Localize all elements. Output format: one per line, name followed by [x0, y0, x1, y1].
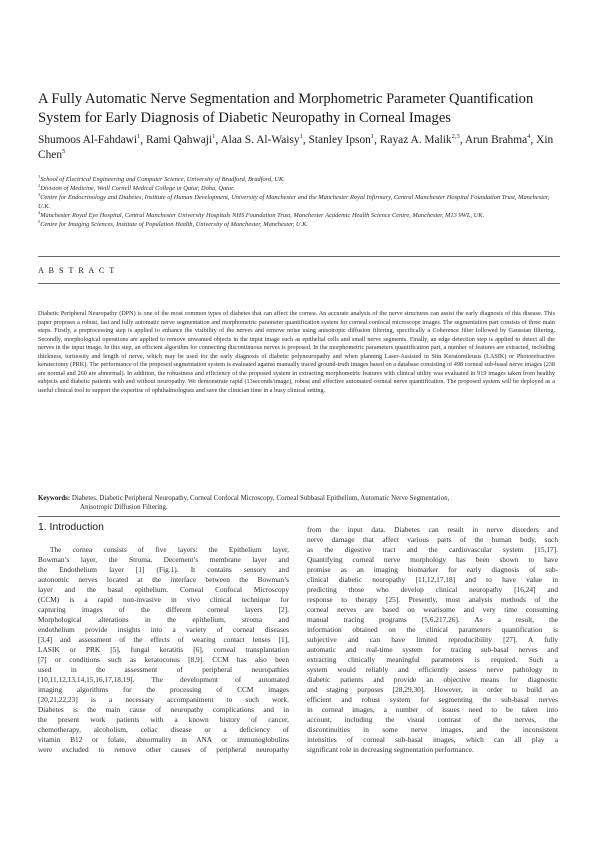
text-line: clinical diabetic neuropathy [11,12,17,18] and to have value in: [307, 575, 558, 585]
affiliation-mark: 5: [38, 218, 41, 224]
text-line: manual tracing programs [5,6,217,26]. As a result, the: [307, 615, 558, 625]
text-line: nerve damage that affect various parts of the human body, such: [307, 535, 558, 545]
text-line: endothelium provide insights into a variety of corneal diseases: [38, 625, 289, 635]
text-line: automatic and real-time system for tracing sub-basal nerves and: [307, 645, 558, 655]
author-name: Stanley Ipson: [308, 134, 371, 146]
text-line: [10,11,12,13,14,15,16,17,18,19]. The development of automated: [38, 675, 289, 685]
text-line: in corneal images, a number of issues need to be taken into: [307, 705, 558, 715]
author-affiliation-mark: 1: [299, 133, 303, 140]
intro-right-column: [307, 525, 558, 755]
affiliation-mark: 4: [38, 209, 41, 215]
text-line: layer and the basal epithelium. Corneal Confocal Microscopy: [38, 585, 289, 595]
text-line: discontinuities in some nerve images, and the inconsistent: [307, 725, 558, 735]
text-line: promise as an imaging biomarker for early diagnosis of sub-: [307, 565, 558, 575]
text-line: account, including the visual contrast of the nerves, the: [307, 715, 558, 725]
text-line: [20,21,22,23] is a necessary accompaniment to such work.: [38, 695, 289, 705]
text-line: (CCM) is a rapid non-invasive in vivo clinical technique for: [38, 595, 289, 605]
text-line: the Endothelium layer [1] (Fig.1). It contains sensory and: [38, 565, 289, 575]
abstract-text: Diabetic Peripheral Neuropathy (DPN) is one of the most common types of diabetes that can affect the cornea. An accurate analysis of the nerve structures can assist the early diagnosis of this disease. This paper proposes a robust, fast and fully automatic nerve segmentation and morphometric parameter quantification system for corneal confocal microscope images. The segmentation part consists of three main steps. Firstly, a preprocessing step is applied to enhance the visibility of the nerves and remove noise using anisotropic diffusion filtering, specifically a Coherence filter followed by Gaussian filtering. Secondly, morphological operations are applied to remove unwanted objects in the input image such as epithelial cells and small nerve segments. Finally, an edge detection step is applied to detect all the nerves in the input image. In this step, an efficient algorithm for connecting discontinuous nerves is proposed. In the morphometric parameters quantification part, a number of features are extracted, including thickness, tortuosity and length of nerve, which may be used for the early diagnosis of diabetic polyneuropathy and when planning Laser-Assisted in Situ Keratomileusis (LASIK) or Photorefractive keratectomy (PRK). The performance of the proposed segmentation system is evaluated against manually traced ground-truth images based on a database consisting of 498 corneal sub-basal nerve images (238 are normal and 260 are abnormal). In addition, the robustness and efficiency of the proposed system in extracting morphometric features with clinical utility was evaluated in 919 images taken from healthy subjects and diabetic patients with and without neuropathy. We demonstrate rapid (13seconds/image), robust and effective automated corneal nerve quantification. The proposed system will be deployed as a useful clinical tool to support the expertise of ophthalmologists and save the clinician time in a busy clinical setting.: [38, 310, 555, 394]
author-name: Xin Chen: [38, 134, 554, 161]
author-name: Arun Brahma: [464, 134, 528, 146]
author: [38, 134, 140, 146]
text-line: corneal nerves are based on wearisome and very time consuming: [307, 605, 558, 615]
text-line: Diabetes is the main cause of neuropathy complications and in: [38, 705, 289, 715]
author-name: Shumoos Al-Fahdawi: [38, 134, 138, 146]
author: [146, 134, 215, 146]
text-line: Morphological alterations in the epithelium, stroma and: [38, 615, 289, 625]
affiliation: [38, 218, 560, 230]
text-line: The cornea consists of five layers: the Epithelium layer,: [50, 545, 289, 554]
affiliation-text: School of Electrical Engineering and Computer Science, University of Bradford, Bradford, UK.: [40, 176, 285, 183]
text-line: [7] or conditions such as keratoconus [8,9]. CCM has also been: [38, 655, 289, 665]
affiliation-mark: 2: [38, 182, 41, 188]
text-line: LASIK or PRK [5], fungal keratitis [6], corneal transplantation: [38, 645, 289, 655]
keywords-line-1: [38, 494, 560, 503]
text-line: and staging purposes [28,29,30]. However, in order to build an: [307, 685, 558, 695]
affiliation: [38, 182, 560, 194]
text-line: Bowman’s layer, the Stroma, Decement’s membrane layer and: [38, 555, 289, 565]
author-affiliation-mark: 1: [370, 133, 375, 140]
text-line: imaging algorithms for the processing of CCM images: [38, 685, 289, 695]
author-name: Alaa S. Al-Waisy: [220, 134, 300, 146]
affiliation-text: Division of Medicine, Weill Cornell Medical College in Qatar, Doha, Qatar.: [40, 184, 235, 192]
affiliation: [38, 176, 560, 185]
text-line: subjective and can have limited reproducibility [27]. A fully: [307, 635, 558, 645]
author-affiliation-mark: 1: [137, 133, 141, 140]
author-name: Rayaz A. Malik: [379, 134, 452, 146]
affiliation-mark: 1: [38, 174, 41, 179]
keywords: [38, 494, 560, 513]
author: [465, 134, 531, 146]
text-line: used in the assessment of peripheral neuropathies: [38, 665, 289, 675]
affiliation: [38, 209, 560, 221]
author-name: Rami Qahwaji: [146, 134, 213, 146]
text-line: as the digestive tract and the cardiovascular system [15,17].: [307, 545, 558, 555]
author-affiliation-mark: 5: [62, 148, 66, 155]
title-line-1: A Fully Automatic Nerve Segmentation and Morphometric Parameter Quantification: [38, 91, 534, 107]
text-line: information obtained on the clinical parameters quantification is: [307, 625, 558, 635]
keywords-label: Keywords:: [38, 495, 71, 502]
affiliation-text: Manchester Royal Eye Hospital, Central Manchester University Hospitals NHS Foundation Trust, Manchester Academic Health Science Centre, Manchester, M13 9WL, UK.: [40, 211, 485, 219]
text-line: intensities of corneal sub-basal images, which can all play a: [307, 735, 558, 745]
text-line: autonomic nerves located at the interface between the Bowman’s: [38, 575, 289, 585]
text-line: extracting clinically meaningful parameters is required. Such a: [307, 655, 558, 665]
affiliation-mark: 3: [38, 191, 41, 197]
author: [220, 134, 302, 146]
author: [309, 134, 375, 146]
author-affiliation-mark: 1: [212, 133, 216, 140]
text-line: vitamin B12 or folate, abnormality in ANA or immunoglobulins: [38, 735, 289, 745]
text-line: the present work patients with a known history of cancer,: [38, 715, 289, 725]
text-line: response to therapy [25]. Presently, most analysis methods of the: [307, 595, 558, 605]
intro-left-column: [38, 545, 289, 755]
keywords-text-2: Anisotropic Diffusion Filtering.: [80, 504, 168, 512]
affiliation-text: Centre for Endocrinology and Diabetes, Institute of Human Development, University of Manchester and the Manchester Royal Infirmary, Central Manchester Hospital Foundation Trust, Manchester, U.K.: [38, 193, 550, 210]
text-line: predicting those who develop clinical neuropathy [16,24] and: [307, 585, 558, 595]
text-line: were excluded to remove other causes of peripheral neuropathy: [38, 745, 289, 755]
author-affiliation-mark: 4: [527, 133, 531, 140]
text-line: efficient and robust system for segmenting the sub-basal nerves: [307, 695, 558, 705]
text-line: significant role in decreasing segmentation performance.: [307, 745, 474, 755]
affiliation-text: Centre for Imaging Sciences, Institute of Population Health, University of Manchester, Manchester, U.K.: [40, 220, 308, 228]
abstract-heading: A B S T R A C T: [38, 266, 116, 275]
text-line: from the input data. Diabetes can result in nerve disorders and: [307, 525, 558, 534]
affiliation-list: [38, 176, 560, 229]
text-line: system would reliably and efficiently assess nerve pathology in: [307, 665, 558, 675]
text-line: chemotherapy, alcoholism, celiac disease or a deficiency of: [38, 725, 289, 735]
author-list: Shumoos Al-Fahdawi$^1$, Rami Qahwaji$^1$, Alaa S. Al-Waisy$^1$, Stanley Ipson$^1$, Rayaz A. Malik$^{2,3}$, Arun Brahma$^4$, Xin Chen$^5$: [38, 133, 554, 161]
keywords-text-1: Diabetes, Diabetic Peripheral Neuropathy, Corneal Confocal Microscopy, Corneal Subbasal Epithelium, Automatic Nerve Segmentation,: [70, 495, 450, 502]
author-affiliation-mark: 2,3: [451, 133, 460, 140]
author: [380, 134, 460, 146]
affiliation: [38, 191, 560, 212]
text-line: capturing images of the different corneal layers [2].: [38, 605, 289, 615]
divider-top: [38, 256, 560, 257]
text-line: [3,4] and assessment of the effects of wearing contact lenses [1],: [38, 635, 289, 645]
section-heading-introduction: 1. Introduction: [38, 522, 104, 533]
paper-title: [38, 90, 558, 127]
title-line-2: System for Early Diagnosis of Diabetic Neuropathy in Corneal Images: [38, 109, 451, 126]
divider-keywords: [38, 516, 560, 517]
divider-abstract: [38, 283, 560, 284]
text-line: Quantifying corneal nerve morphology has been shown to have: [307, 555, 558, 565]
text-line: diabetic patients and provide an objective means for diagnostic: [307, 675, 558, 685]
